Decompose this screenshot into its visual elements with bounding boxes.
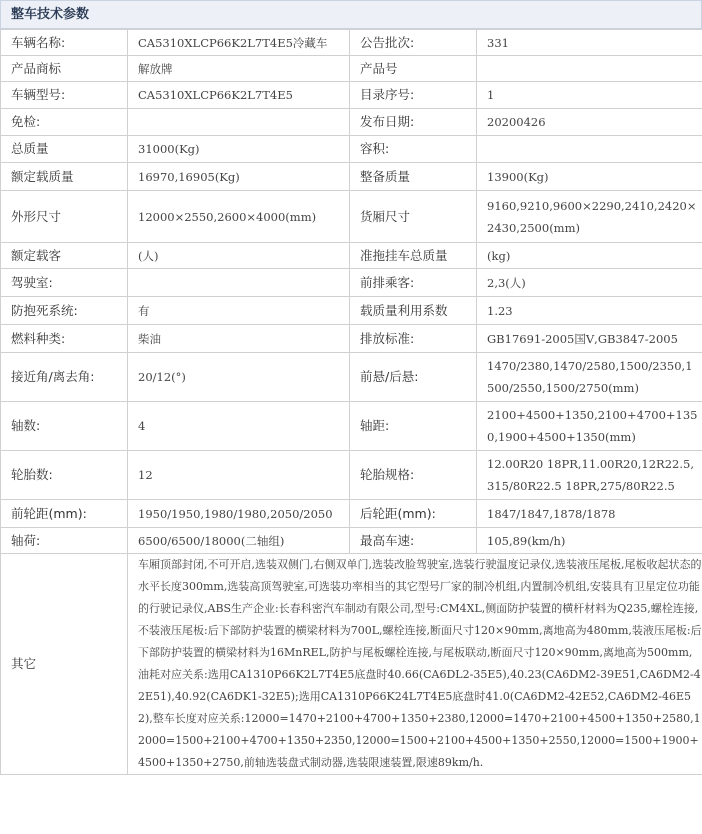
spec-label: 车辆型号: <box>1 82 128 109</box>
spec-row <box>1 297 702 325</box>
spec-value: 柴油 <box>128 325 350 353</box>
spec-label: 公告批次: <box>350 30 477 56</box>
spec-label: 轮胎数: <box>1 451 128 500</box>
spec-row <box>1 402 702 451</box>
spec-label: 准拖挂车总质量 <box>350 243 477 269</box>
spec-label: 轴数: <box>1 402 128 451</box>
spec-label: 接近角/离去角: <box>1 353 128 402</box>
spec-row <box>1 136 702 163</box>
spec-row <box>1 528 702 554</box>
spec-label: 载质量利用系数 <box>350 297 477 325</box>
spec-label: 驾驶室: <box>1 269 128 297</box>
spec-label: 额定载客 <box>1 243 128 269</box>
spec-label: 容积: <box>350 136 477 163</box>
spec-value: 1470/2380,1470/2580,1500/2350,1500/2550,1500/2750(mm) <box>477 353 702 402</box>
spec-value: 6500/6500/18000(二轴组) <box>128 528 350 554</box>
spec-value: 4 <box>128 402 350 451</box>
spec-row <box>1 353 702 402</box>
spec-label: 货厢尺寸 <box>350 191 477 243</box>
spec-value: GB17691-2005国Ⅴ,GB3847-2005 <box>477 325 702 353</box>
spec-value: 解放牌 <box>128 56 350 82</box>
spec-row <box>1 191 702 243</box>
spec-value <box>128 109 350 136</box>
spec-value <box>128 269 350 297</box>
spec-label: 轴距: <box>350 402 477 451</box>
spec-label: 前排乘客: <box>350 269 477 297</box>
spec-label: 最高车速: <box>350 528 477 554</box>
spec-label: 总质量 <box>1 136 128 163</box>
spec-value: 12.00R20 18PR,11.00R20,12R22.5,315/80R22.5 18PR,275/80R22.5 <box>477 451 702 500</box>
spec-value: 1847/1847,1878/1878 <box>477 500 702 528</box>
spec-row <box>1 451 702 500</box>
spec-value: 2100+4500+1350,2100+4700+1350,1900+4500+1350(mm) <box>477 402 702 451</box>
spec-value: CA5310XLCP66K2L7T4E5冷藏车 <box>128 30 350 56</box>
spec-value: 9160,9210,9600×2290,2410,2420×2430,2500(mm) <box>477 191 702 243</box>
spec-label: 燃料种类: <box>1 325 128 353</box>
spec-value: 20200426 <box>477 109 702 136</box>
spec-value: 12 <box>128 451 350 500</box>
spec-value: 1950/1950,1980/1980,2050/2050 <box>128 500 350 528</box>
spec-label: 前轮距(mm): <box>1 500 128 528</box>
spec-row <box>1 56 702 82</box>
spec-value: CA5310XLCP66K2L7T4E5 <box>128 82 350 109</box>
spec-value: 331 <box>477 30 702 56</box>
spec-value: 105,89(km/h) <box>477 528 702 554</box>
spec-value: 2,3(人) <box>477 269 702 297</box>
spec-row <box>1 500 702 528</box>
spec-row <box>1 269 702 297</box>
spec-value: 31000(Kg) <box>128 136 350 163</box>
spec-row <box>1 109 702 136</box>
other-row <box>1 554 702 775</box>
spec-value: (kg) <box>477 243 702 269</box>
spec-row <box>1 82 702 109</box>
spec-value: 12000×2550,2600×4000(mm) <box>128 191 350 243</box>
spec-label: 后轮距(mm): <box>350 500 477 528</box>
spec-label: 排放标准: <box>350 325 477 353</box>
spec-table <box>0 29 702 775</box>
spec-label: 产品商标 <box>1 56 128 82</box>
spec-row <box>1 163 702 191</box>
spec-value: 16970,16905(Kg) <box>128 163 350 191</box>
spec-value: (人) <box>128 243 350 269</box>
spec-label: 整备质量 <box>350 163 477 191</box>
spec-value: 20/12(°) <box>128 353 350 402</box>
other-value: 车厢顶部封闭,不可开启,选装双侧门,右侧双单门,选装改脸驾驶室,选装行驶温度记录仪,选装液压尾板,尾板收起状态的水平长度300mm,选装高顶驾驶室,可选装功率相当的其它型号厂家的制冷机组,内置制冷机组,安装具有卫星定位功能的行驶记录仪,ABS生产企业:长春科密汽车制动有限公司,型号:CM4XL,侧面防护装置的横杆材料为Q235,螺栓连接,不装液压尾板:后下部防护装置的横梁材料为700L,螺栓连接,断面尺寸120×90mm,离地高为480mm,装液压尾板:后下部防护装置的横梁材料为16MnREL,防护与尾板螺栓连接,与尾板联动,断面尺寸120×90mm,离地高为500mm,油耗对应关系:选用CA1310P66K2L7T4E5底盘时40.66(CA6DL2-35E5),40.23(CA6DM2-39E51,CA6DM2-42E51),40.92(CA6DK1-32E5);选用CA1310P66K24L7T4E5底盘时41.0(CA6DM2-42E52,CA6DM2-46E52),整车长度对应关系:12000=1470+2100+4700+1350+2380,12000=1470+2100+4500+1350+2580,12000=1500+2100+4700+1350+2350,12000=1500+2100+4500+1350+2550,12000=1500+1900+4500+1350+2750,前轴选装盘式制动器,选装限速装置,限速89km/h. <box>128 554 702 775</box>
spec-label: 产品号 <box>350 56 477 82</box>
panel-title: 整车技术参数 <box>0 0 702 29</box>
spec-label: 目录序号: <box>350 82 477 109</box>
spec-value <box>477 136 702 163</box>
spec-label: 前悬/后悬: <box>350 353 477 402</box>
spec-value: 13900(Kg) <box>477 163 702 191</box>
spec-value: 1.23 <box>477 297 702 325</box>
spec-label: 轮胎规格: <box>350 451 477 500</box>
spec-row <box>1 30 702 56</box>
spec-value: 有 <box>128 297 350 325</box>
spec-label: 防抱死系统: <box>1 297 128 325</box>
spec-row <box>1 325 702 353</box>
spec-label: 车辆名称: <box>1 30 128 56</box>
spec-value <box>477 56 702 82</box>
spec-label: 发布日期: <box>350 109 477 136</box>
spec-label: 外形尺寸 <box>1 191 128 243</box>
spec-value: 1 <box>477 82 702 109</box>
spec-row <box>1 243 702 269</box>
spec-label: 免检: <box>1 109 128 136</box>
other-label: 其它 <box>1 554 128 775</box>
spec-label: 额定载质量 <box>1 163 128 191</box>
spec-label: 轴荷: <box>1 528 128 554</box>
